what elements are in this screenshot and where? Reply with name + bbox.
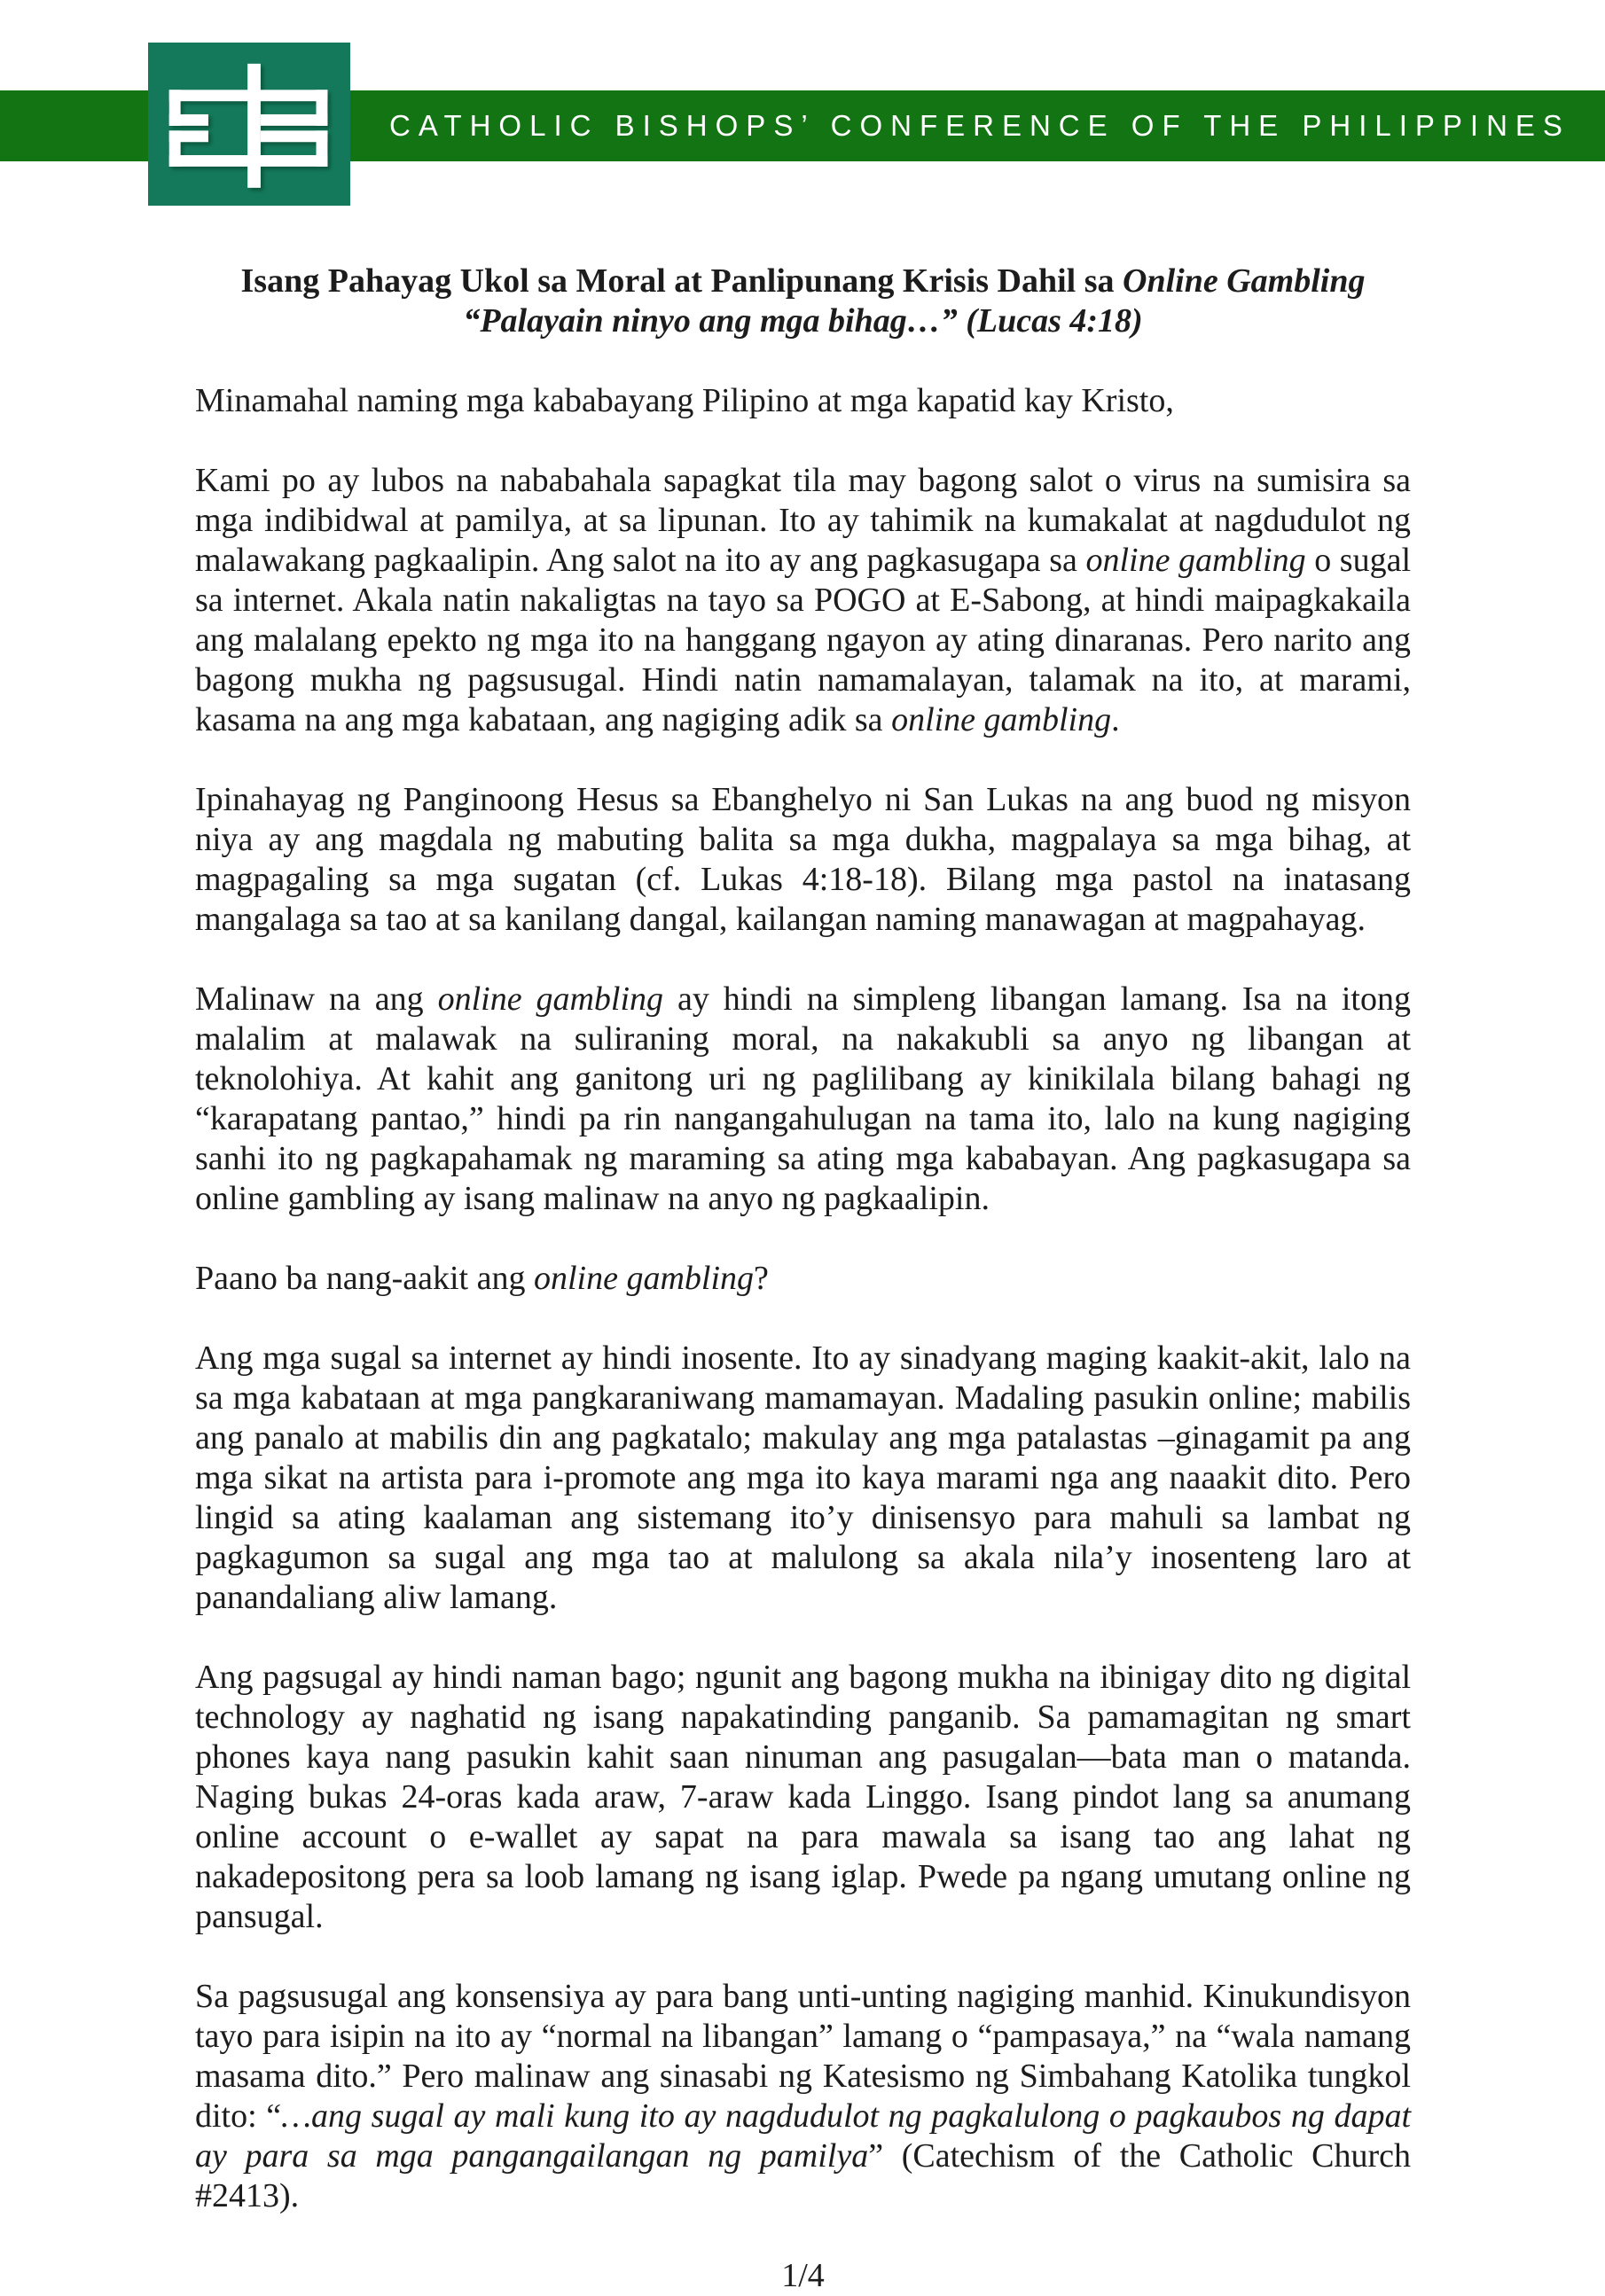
text-run: Sa pagsusugal ang konsensiya ay para bang unti-unting nagiging manhid. Kinukundisyon tayo para isipin na ito ay “normal na libangan” lamang o “pampasaya,” na “wala namang masama dito.” Pero malinaw ang sinasabi ng Katesismo ng Simbahang Katolika tungkol dito: “ <box>195 1978 1411 2135</box>
paragraph <box>195 1658 1411 1937</box>
text-run: ay hindi na simpleng libangan lamang. Isa na itong malalim at malawak na suliraning moral, na nakakubli sa anyo ng libangan at teknolohiya. At kahit ang ganitong uri ng paglilibang ay kinikilala bilang bahagi ng “karapatang pantao,” hindi pa rin nangangahulugan na tama ito, lalo na kung nagiging sanhi ito ng pagkapahamak ng maraming sa ating mga kababayan. Ang pagkasugapa sa online gambling ay isang malinaw na anyo ng pagkaalipin. <box>195 980 1411 1217</box>
text-run: ” (Catechism of the Catholic Church #2413). <box>195 2137 1411 2214</box>
text-run: o sugal sa internet. Akala natin nakaligtas na tayo sa POGO at E-Sabong, at hindi maipagkakaila ang malalang epekto ng mga ito na hanggang ngayon ay ating dinaranas. Pero narito ang bagong mukha ng pagsusugal. Hindi natin namamalayan, talamak na ito, at marami, kasama na ang mga kabataan, ang nagiging adik sa <box>195 542 1412 738</box>
italic-text-run: online gambling <box>1085 542 1306 579</box>
text-run: . <box>1111 701 1120 738</box>
document-body <box>195 262 1411 2296</box>
italic-text-run: online gambling <box>533 1260 755 1297</box>
italic-text-run: “Palayain ninyo ang mga bihag…” (Lucas 4:18) <box>463 302 1143 340</box>
paragraphs <box>195 381 1411 2216</box>
italic-text-run: …ang sugal ay mali kung ito ay nagdudulot ng pagkalulong o pagkaubos ng dapat ay para sa mga pangangailangan ng pamilya <box>195 2097 1411 2175</box>
text-run: Ang mga sugal sa internet ay hindi inosente. Ito ay sinadyang maging kaakit-akit, lalo na sa mga kabataan at mga pangkaraniwang mamamayan. Madaling pasukin online; mabilis ang panalo at mabilis din ang pagkatalo; makulay ang mga patalastas –ginagamit pa ang mga sikat na artista para i-promote ang mga ito kaya marami nga ang naaakit dito. Pero lingid sa ating kaalaman ang sistemang ito’y dinisensyo para mahuli sa lambat ng pagkagumon sa sugal ang mga tao at malulong sa akala nila’y inosenteng laro at panandaliang aliw lamang. <box>195 1339 1411 1616</box>
paragraph <box>195 461 1411 740</box>
paragraph <box>195 1977 1411 2216</box>
paragraph <box>195 1339 1411 1618</box>
text-run: Isang Pahayag Ukol sa Moral at Panlipunang Krisis Dahil sa <box>240 262 1124 300</box>
paragraph <box>195 780 1411 940</box>
italic-text-run: online gambling <box>891 701 1112 738</box>
text-run: Paano ba nang-aakit ang <box>195 1260 534 1297</box>
cbcp-monogram-icon <box>156 49 342 199</box>
page-number: 1/4 <box>781 2257 825 2294</box>
text-run: Ipinahayag ng Panginoong Hesus sa Ebanghelyo ni San Lukas na ang buod ng misyon niya ay ang magdala ng mabuting balita sa mga dukha, magpalaya sa mga bihag, at magpagaling sa mga sugatan (cf. Lukas 4:18-18). Bilang mga pastol na inatasang mangalaga sa tao at sa kanilang dangal, kailangan naming manawagan at magpahayag. <box>195 781 1411 938</box>
text-run: Ang pagsugal ay hindi naman bago; ngunit ang bagong mukha na ibinigay dito ng digital technology ay naghatid ng isang napakatinding panganib. Sa pamamagitan ng smart phones kaya nang pasukin kahit saan ninuman ang pasugalan—bata man o matanda. Naging bukas 24-oras kada araw, 7-araw kada Linggo. Isang pindot lang sa anumang online account o e-wallet ay sapat na para mawala sa isang tao ang lahat ng nakadepositong pera sa loob lamang ng isang iglap. Pwede pa ngang umutang online ng pansugal. <box>195 1659 1411 1935</box>
title-line-1 <box>195 262 1411 301</box>
text-run: Kami po ay lubos na nababahala sapagkat tila may bagong salot o virus na sumisira sa mga indibidwal at pamilya, at sa lipunan. Ito ay tahimik na kumakalat at nagdudulot ng malawakang pagkaalipin. Ang salot na ito ay ang pagkasugapa sa <box>195 462 1411 579</box>
paragraph <box>195 1259 1411 1299</box>
cbcp-logo <box>148 43 350 206</box>
text-run: Malinaw na ang <box>195 980 438 1018</box>
paragraph <box>195 381 1411 421</box>
italic-text-run: online gambling <box>437 980 664 1018</box>
title-line-2 <box>195 301 1411 341</box>
text-run: ? <box>754 1260 769 1297</box>
org-name: CATHOLIC BISHOPS’ CONFERENCE OF THE PHILIPPINES <box>389 109 1570 142</box>
document-title <box>195 262 1411 341</box>
paragraph <box>195 980 1411 1219</box>
text-run: Minamahal naming mga kababayang Pilipino at mga kapatid kay Kristo, <box>195 382 1174 419</box>
italic-text-run: Online Gambling <box>1123 262 1366 300</box>
